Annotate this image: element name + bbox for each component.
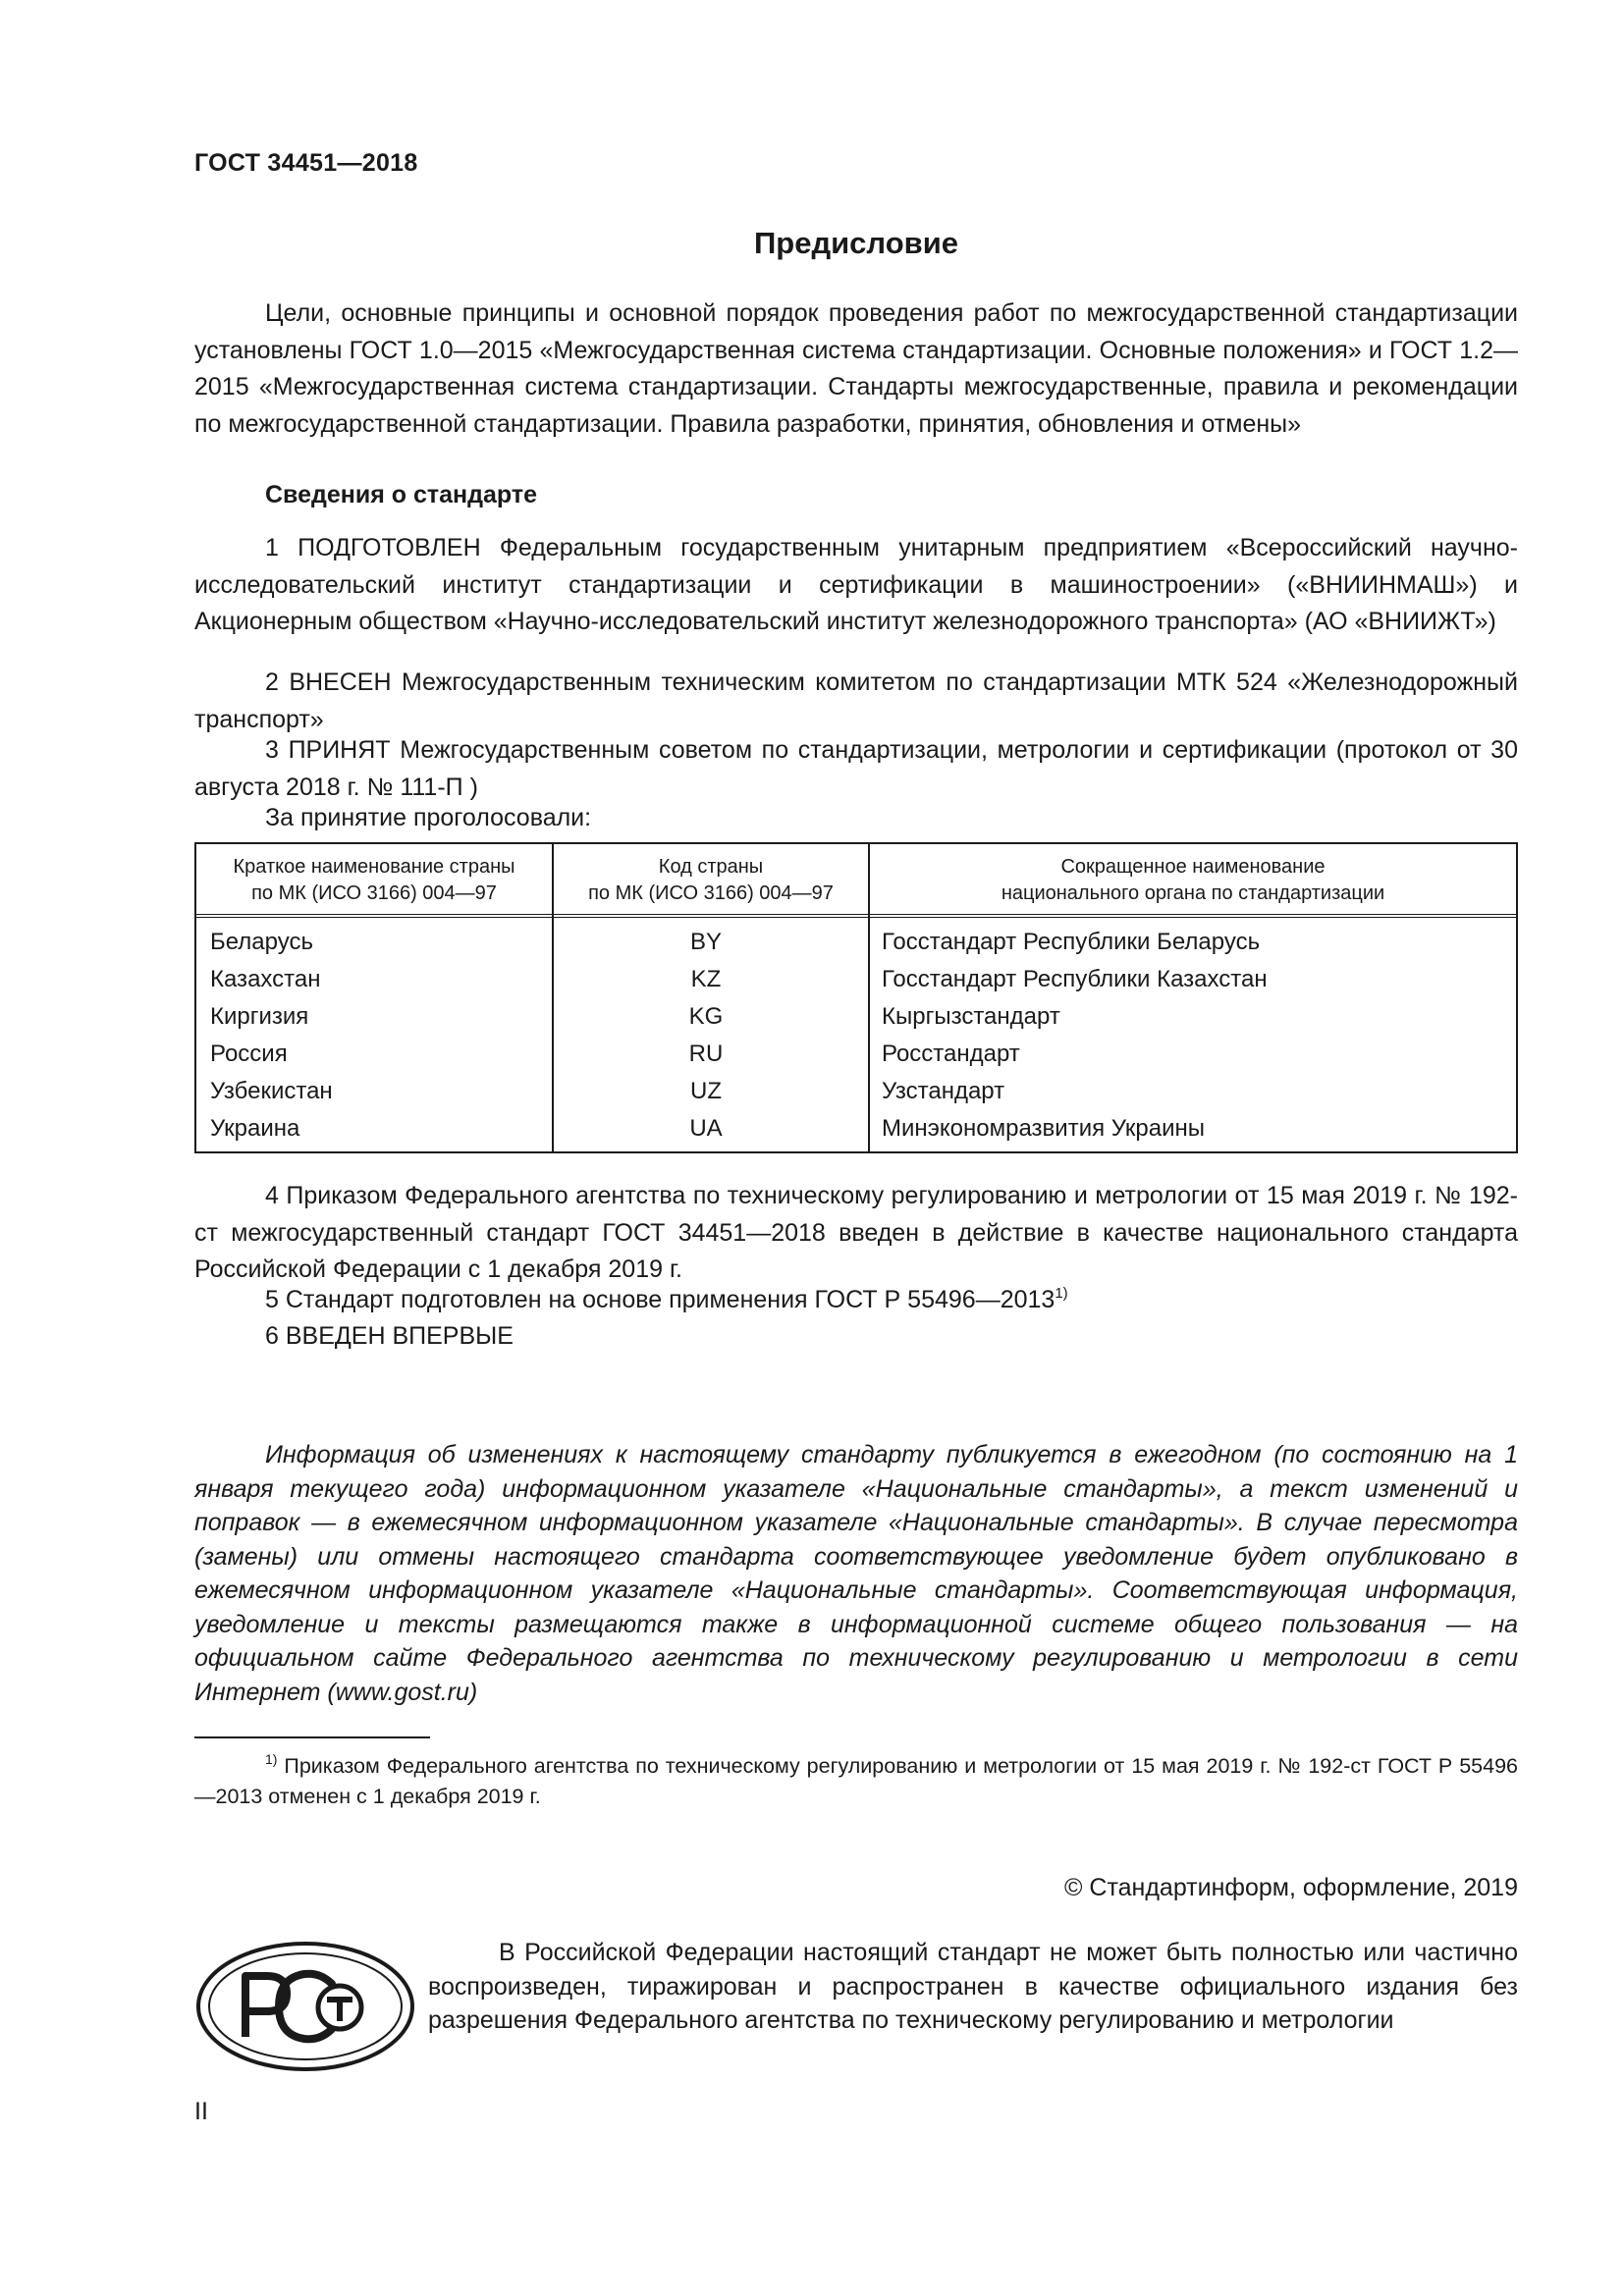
country-cell: Узбекистан <box>210 1078 333 1104</box>
table-row <box>196 960 1516 997</box>
table-row <box>196 1072 1516 1109</box>
body-cell: Госстандарт Республики Беларусь <box>882 929 1261 955</box>
changes-info-notice: Информация об изменениях к настоящему стандарту публикуется в ежегодном (по состоянию на 1 января текущего года) информационном указателе «Национальные стандарты», а текст изменений и поправок — в ежемесячном информационном указателе «Национальные стандарты». В случае пересмотра (замены) или отмены настоящего стандарта соответствующее уведомление будет опубликовано в ежемесячном информационном указателе «Национальные стандарты». Соответствующая информация, уведомление и тексты размещаются также в информационной системе общего пользования — на официальном сайте Федерального агентства по техническому регулированию и метрологии в сети Интернет (www.gost.ru) <box>194 1441 1518 1706</box>
table-header-body: Сокращенное наименование национального органа по стандартизации <box>1001 856 1385 904</box>
table-header-rule <box>196 914 1516 918</box>
voting-table <box>194 842 1518 1153</box>
code-cell: UZ <box>690 1078 722 1104</box>
rst-logo-icon <box>194 1939 416 2074</box>
page-title: Предисловие <box>753 226 958 260</box>
code-cell: KZ <box>690 966 722 992</box>
country-cell: Беларусь <box>210 929 313 955</box>
country-cell: Казахстан <box>210 966 321 992</box>
footnote-divider <box>194 1736 430 1738</box>
document-code: ГОСТ 34451—2018 <box>194 149 418 177</box>
table-row <box>196 997 1516 1035</box>
table-row <box>196 1035 1516 1072</box>
item-1-prepared: 1 ПОДГОТОВЛЕН Федеральным государственным унитарным предприятием «Всероссийский научно-исследовательский институт стандартизации и сертификации в машиностроении» («ВНИИНМАШ») и Акционерным обществом «Научно-исследовательский институт железнодорожного транспорта» (АО «ВНИИЖТ») <box>194 534 1518 635</box>
intro-paragraph: Цели, основные принципы и основной порядок проведения работ по межгосударственной стандартизации установлены ГОСТ 1.0—2015 «Межгосударственная система стандартизации. Основные положения» и ГОСТ 1.2—2015 «Межгосударственная система стандартизации. Стандарты межгосударственные, правила и рекомендации по межгосударственной стандартизации. Правила разработки, принятия, обновления и отмены» <box>194 299 1518 438</box>
body-cell: Узстандарт <box>882 1078 1005 1104</box>
table-row <box>196 923 1516 960</box>
table-header-code: Код страны по МК (ИСО 3166) 004—97 <box>588 856 834 904</box>
country-cell: Россия <box>210 1041 288 1067</box>
table-header-country: Краткое наименование страны по МК (ИСО 3166) 004—97 <box>233 856 515 904</box>
footnote-ref[interactable]: 1) <box>1055 1285 1068 1302</box>
country-cell: Украина <box>210 1115 300 1142</box>
page-number: II <box>194 2098 208 2125</box>
copyright: © Стандартинформ, оформление, 2019 <box>1064 1874 1518 1901</box>
standard-info-heading: Сведения о стандарте <box>265 481 538 508</box>
body-cell: Госстандарт Республики Казахстан <box>882 966 1268 992</box>
item-2-introduced: 2 ВНЕСЕН Межгосударственным техническим комитетом по стандартизации МТК 524 «Железнодорожный транспорт» <box>194 668 1518 733</box>
reproduction-notice: В Российской Федерации настоящий стандарт не может быть полностью или частично воспроизведен, тиражирован и распространен в качестве официального издания без разрешения Федерального агентства по техническому регулированию и метрологии <box>428 1939 1518 2034</box>
item-3-adopted: 3 ПРИНЯТ Межгосударственным советом по стандартизации, метрологии и сертификации (протокол от 30 августа 2018 г. № 111-П ) <box>194 736 1518 801</box>
footnote: $^{1)}$ Приказом Федерального агентства по техническому регулированию и метрологии от 15 мая 2019 г. № 192-ст ГОСТ Р 55496—2013 отменен с 1 декабря 2019 г. <box>194 1751 1518 1808</box>
body-cell: Минэкономразвития Украины <box>882 1115 1206 1142</box>
code-cell: KG <box>688 1003 724 1030</box>
voted-label: За принятие проголосовали: <box>265 804 592 831</box>
code-cell: UA <box>689 1115 723 1142</box>
item-4-order: 4 Приказом Федерального агентства по техническому регулированию и метрологии от 15 мая 2019 г. № 192-ст межгосударственный стандарт ГОСТ 34451—2018 введен в действие в качестве национального стандарта Российской Федерации с 1 декабря 2019 г. <box>194 1182 1518 1283</box>
item-5-basis: 5 Стандарт подготовлен на основе применения ГОСТ Р 55496—2013$^{1)}$ <box>265 1285 1068 1313</box>
body-cell: Кыргызстандарт <box>882 1003 1060 1030</box>
body-cell: Росстандарт <box>882 1041 1020 1067</box>
item-6-first-introduced: 6 ВВЕДЕН ВПЕРВЫЕ <box>265 1322 514 1350</box>
table-row <box>196 1109 1516 1147</box>
footnote-mark: 1) <box>265 1751 278 1767</box>
code-cell: BY <box>689 929 722 955</box>
code-cell: RU <box>688 1041 724 1067</box>
country-cell: Киргизия <box>210 1003 309 1030</box>
